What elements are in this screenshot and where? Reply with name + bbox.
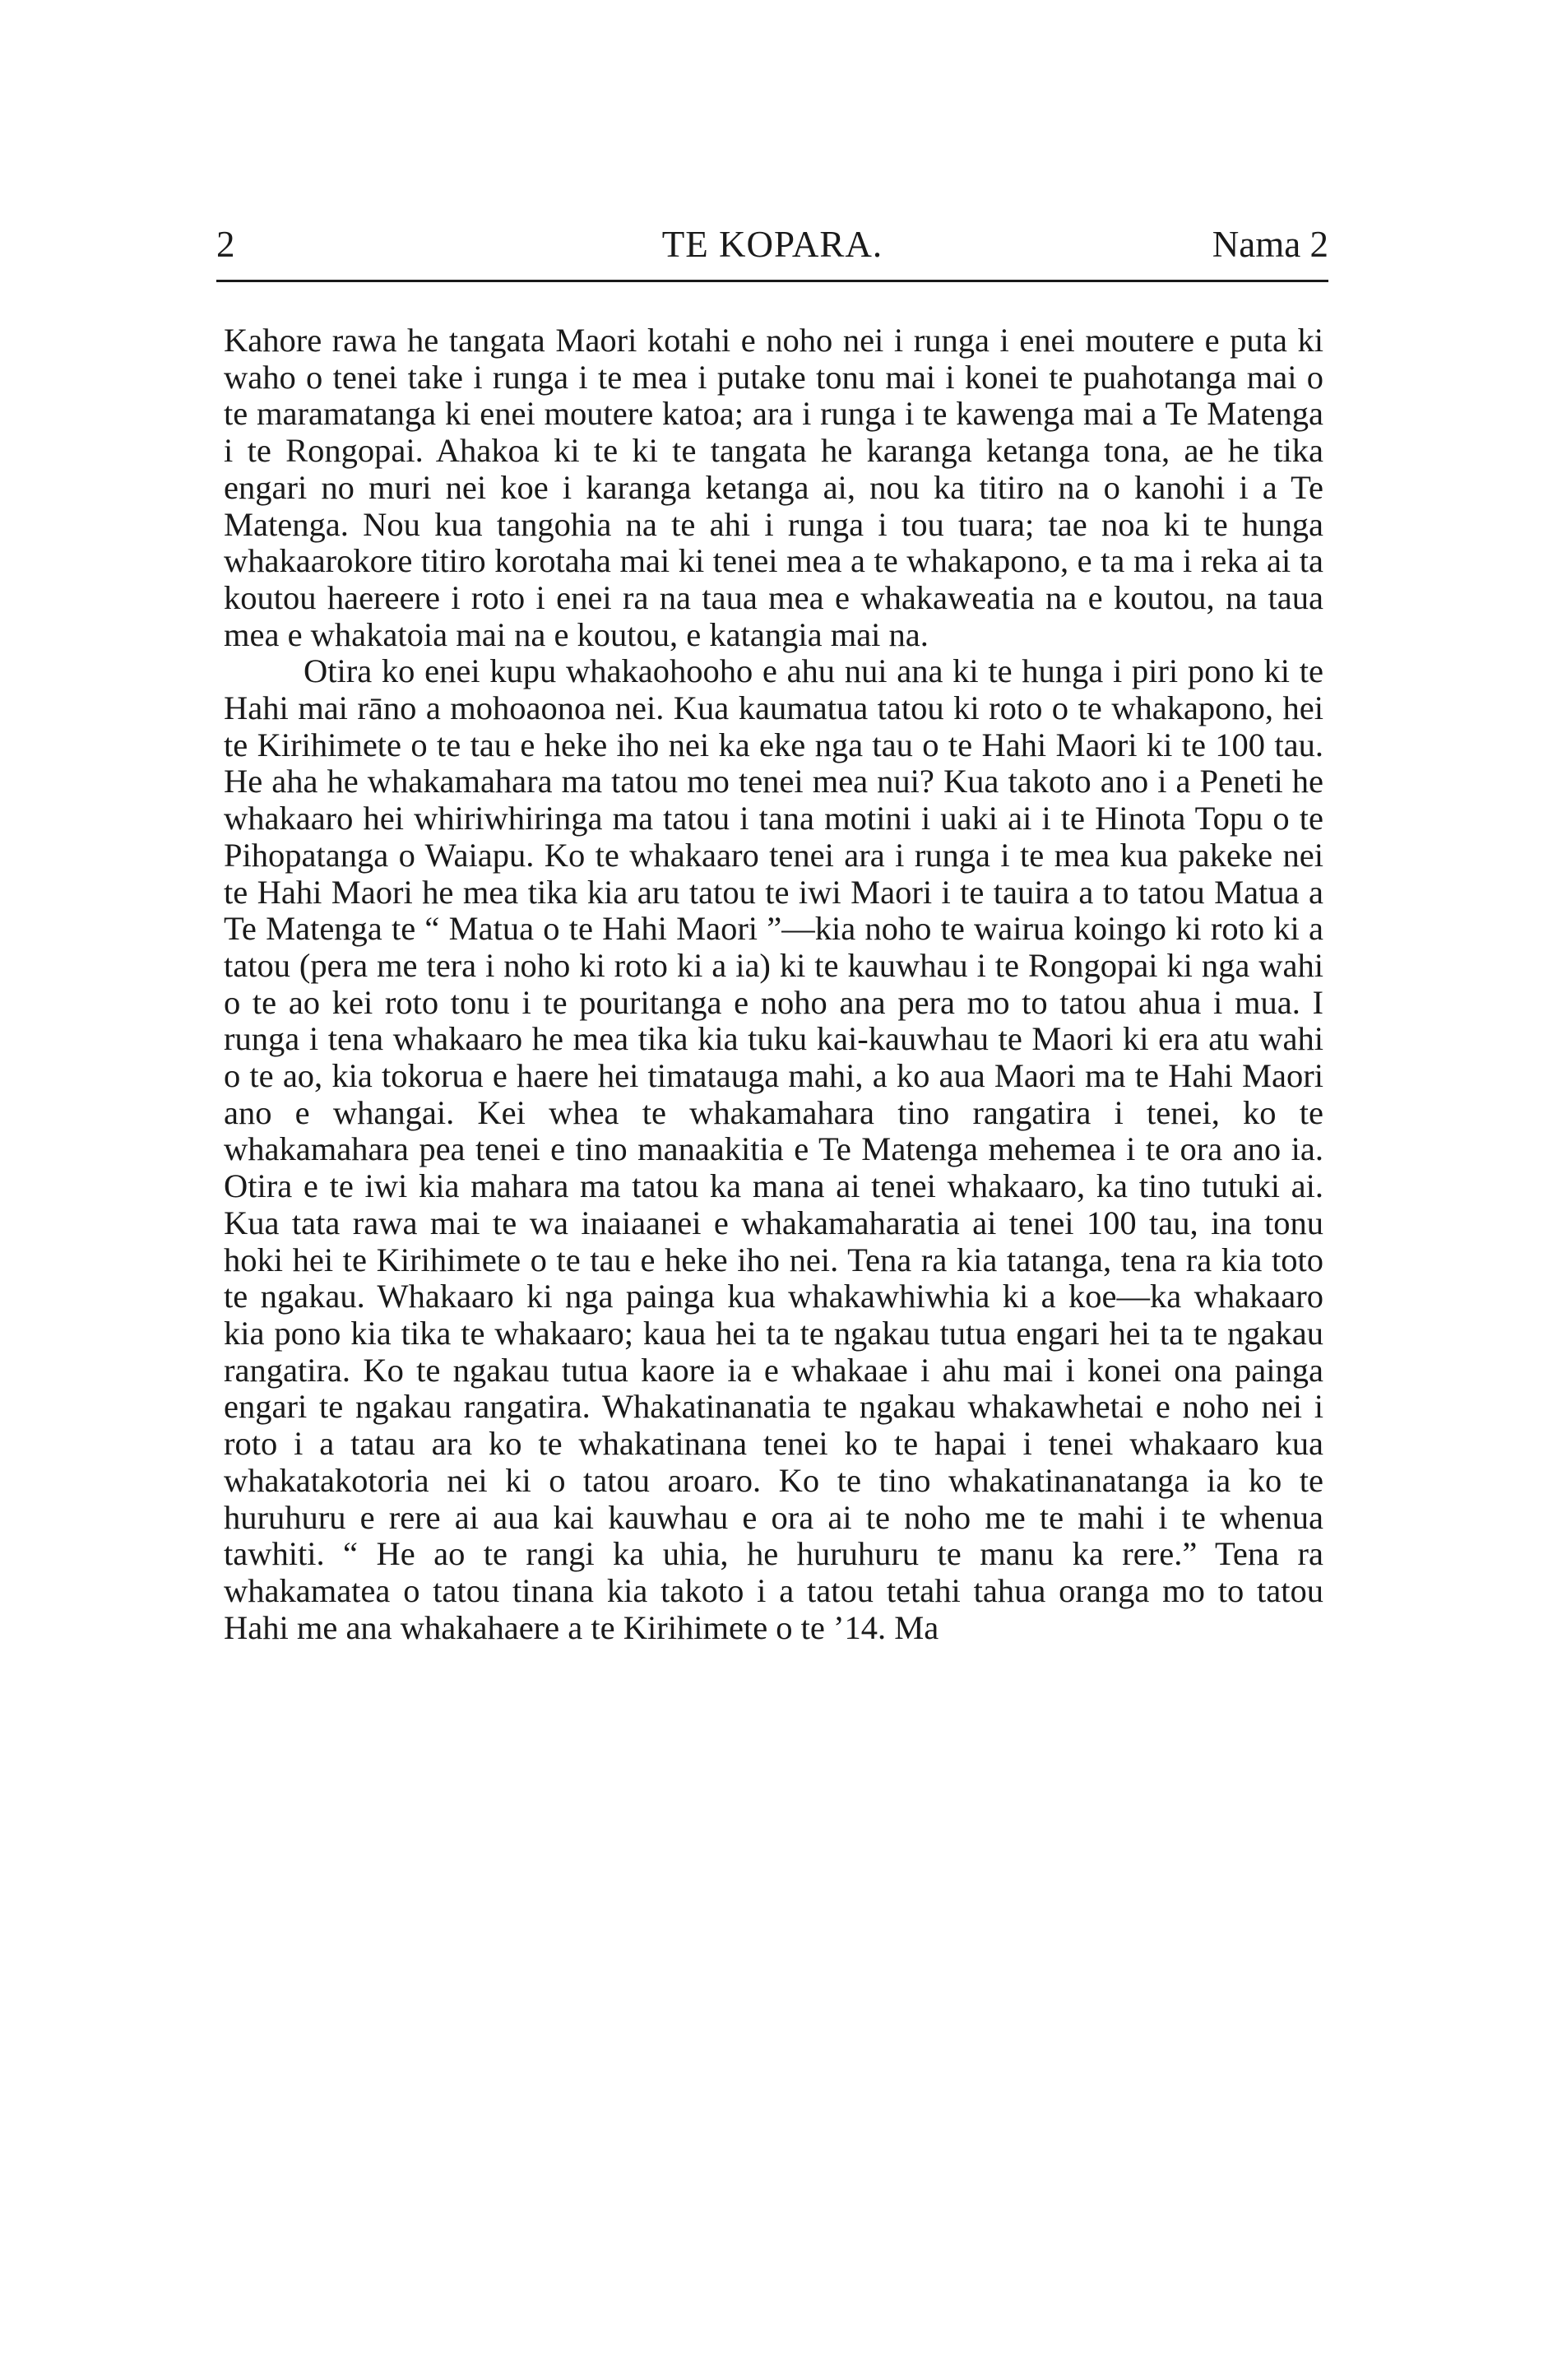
header-rule <box>216 280 1328 282</box>
body-text <box>224 322 1323 1646</box>
running-title: TE KOPARA. <box>661 224 883 265</box>
running-header <box>216 216 1328 273</box>
issue-number: Nama 2 <box>1212 224 1328 265</box>
paragraph-2: Otira ko enei kupu whakaohooho e ahu nui ana ki te hunga i piri pono ki te Hahi mai rāno a mohoaonoa nei. Kua kaumatua tatou ki roto o te whakapono, hei te Kirihimete o te tau e heke iho nei ka eke nga tau o te Hahi Maori ki te 100 tau. He aha he whakamahara ma tatou mo tenei mea nui? Kua takoto ano i a Peneti he whakaaro hei whiriwhiringa ma tatou i tana motini i uaki ai i te Hinota Topu o te Pihopatanga o Waiapu. Ko te whakaaro tenei ara i runga i te mea kua pakeke nei te Hahi Maori he mea tika kia aru tatou te iwi Maori i te tauira a to tatou Matua a Te Matenga te “ Matua o te Hahi Maori ”—kia noho te wairua koingo ki roto ki a tatou (pera me tera i noho ki roto ki a ia) ki te kauwhau i te Rongopai ki nga wahi o te ao kei roto tonu i te pouritanga e noho ana pera mo to tatou ahua i mua. I runga i tena whakaaro he mea tika kia tuku kai-kauwhau te Maori ki era atu wahi o te ao, kia tokorua e haere hei timatauga mahi, a ko aua Maori ma te Hahi Maori ano e whangai. Kei whea te whakamahara tino rangatira i tenei, ko te whakamahara pea tenei e tino manaakitia e Te Matenga mehemea i te ora ano ia. Otira e te iwi kia mahara ma tatou ka mana ai tenei whakaaro, ka tino tutuki ai. Kua tata rawa mai te wa inaiaanei e whakamaharatia ai tenei 100 tau, ina tonu hoki hei te Kirihimete o te tau e heke iho nei. Tena ra kia tatanga, tena ra kia toto te ngakau. Whakaaro ki nga painga kua whakawhiwhia ki a koe—ka whakaaro kia pono kia tika te whakaaro; kaua hei ta te ngakau tutua engari hei ta te ngakau rangatira. Ko te ngakau tutua kaore ia e whakaae i ahu mai i konei ona painga engari te ngakau rangatira. Whakatinanatia te ngakau whakawhetai e noho nei i roto i a tatau ara ko te whakatinana tenei ko te hapai i tenei whakaaro kua whakatakotoria nei ki o tatou aroaro. Ko te tino whakatinanatanga ia ko te huruhuru e rere ai aua kai kauwhau e ora ai te noho me te mahi i te whenua tawhiti. “ He ao te rangi ka uhia, he huruhuru te manu ka rere.” Tena ra whakamatea o tatou tinana kia takoto i a tatou tetahi tahua oranga mo to tatou Hahi me ana whakahaere a te Kirihimete o te ’14. Ma <box>224 652 1323 1646</box>
page-number: 2 <box>216 224 235 265</box>
paragraph-1: Kahore rawa he tangata Maori kotahi e noho nei i runga i enei moutere e puta ki waho o tenei take i runga i te mea i putake tonu mai i konei te puahotanga mai o te maramatanga ki enei moutere katoa; ara i runga i te kawenga mai a Te Matenga i te Rongopai. Ahakoa ki te ki te tangata he karanga ketanga tona, ae he tika engari no muri nei koe i karanga ketanga ai, nou ka titiro na o kanohi i a Te Matenga. Nou kua tangohia na te ahi i runga i tou tuara; tae noa ki te hunga whakaarokore titiro korotaha mai ki tenei mea a te whakapono, e ta ma i reka ai ta koutou haereere i roto i enei ra na taua mea e whakaweatia na e koutou, na taua mea e whakatoia mai na e koutou, e katangia mai na. <box>224 322 1323 653</box>
